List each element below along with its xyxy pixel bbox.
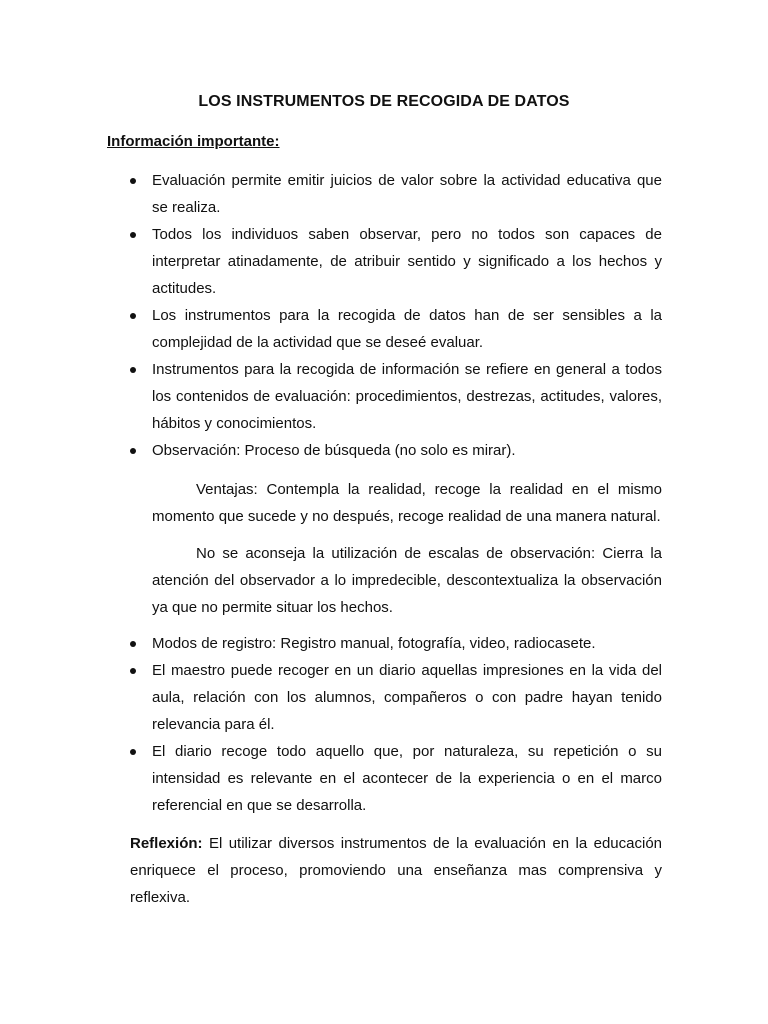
bullet-icon	[130, 367, 136, 373]
list-item	[130, 630, 662, 657]
bullet-icon	[130, 641, 136, 647]
paragraph-ventajas: Ventajas: Contempla la realidad, recoge la realidad en el mismo momento que sucede y no después, recoge realidad de una manera natural.	[152, 481, 662, 525]
bullet-icon	[130, 232, 136, 238]
list-item-text: Modos de registro: Registro manual, fotografía, video, radiocasete.	[152, 635, 596, 652]
reflection-label: Reflexión:	[130, 835, 203, 852]
list-item	[130, 221, 662, 302]
bullet-icon	[130, 313, 136, 319]
bullet-icon	[130, 668, 136, 674]
list-item-text: Todos los individuos saben observar, pero no todos son capaces de interpretar atinadamente, de atribuir sentido y significado a los hechos y actitudes.	[152, 226, 662, 297]
document-title: LOS INSTRUMENTOS DE RECOGIDA DE DATOS	[198, 93, 570, 110]
bullet-icon	[130, 448, 136, 454]
list-item	[130, 437, 662, 464]
list-item-text: El diario recoge todo aquello que, por naturaleza, su repetición o su intensidad es relevante en el acontecer de la experiencia o en el marco referencial en que se desarrolla.	[152, 743, 662, 814]
list-item-text: El maestro puede recoger en un diario aquellas impresiones en la vida del aula, relación con los alumnos, compañeros o con padre hayan tenido relevancia para él.	[152, 662, 662, 733]
list-item	[130, 356, 662, 437]
list-item-text: Los instrumentos para la recogida de datos han de ser sensibles a la complejidad de la actividad que se deseé evaluar.	[152, 307, 662, 351]
list-item	[130, 302, 662, 356]
paragraph-escalas: No se aconseja la utilización de escalas de observación: Cierra la atención del observador a lo impredecible, descontextualiza la observación ya que no permite situar los hechos.	[152, 545, 662, 616]
bullet-list-secondary	[130, 630, 662, 819]
reflection-paragraph	[130, 830, 662, 911]
bullet-list-main	[130, 167, 662, 464]
list-item	[130, 167, 662, 221]
list-item-text: Evaluación permite emitir juicios de valor sobre la actividad educativa que se realiza.	[152, 172, 662, 216]
bullet-icon	[130, 178, 136, 184]
list-item-text: Instrumentos para la recogida de información se refiere en general a todos los contenidos de evaluación: procedimientos, destrezas, actitudes, valores, hábitos y conocimientos.	[152, 361, 662, 432]
list-item	[130, 657, 662, 738]
bullet-icon	[130, 749, 136, 755]
list-item-text: Observación: Proceso de búsqueda (no solo es mirar).	[152, 442, 516, 459]
section-subheading: Información importante:	[107, 133, 280, 150]
list-item	[130, 738, 662, 819]
reflection-text: El utilizar diversos instrumentos de la evaluación en la educación enriquece el proceso, promoviendo una enseñanza mas comprensiva y reflexiva.	[130, 835, 662, 906]
